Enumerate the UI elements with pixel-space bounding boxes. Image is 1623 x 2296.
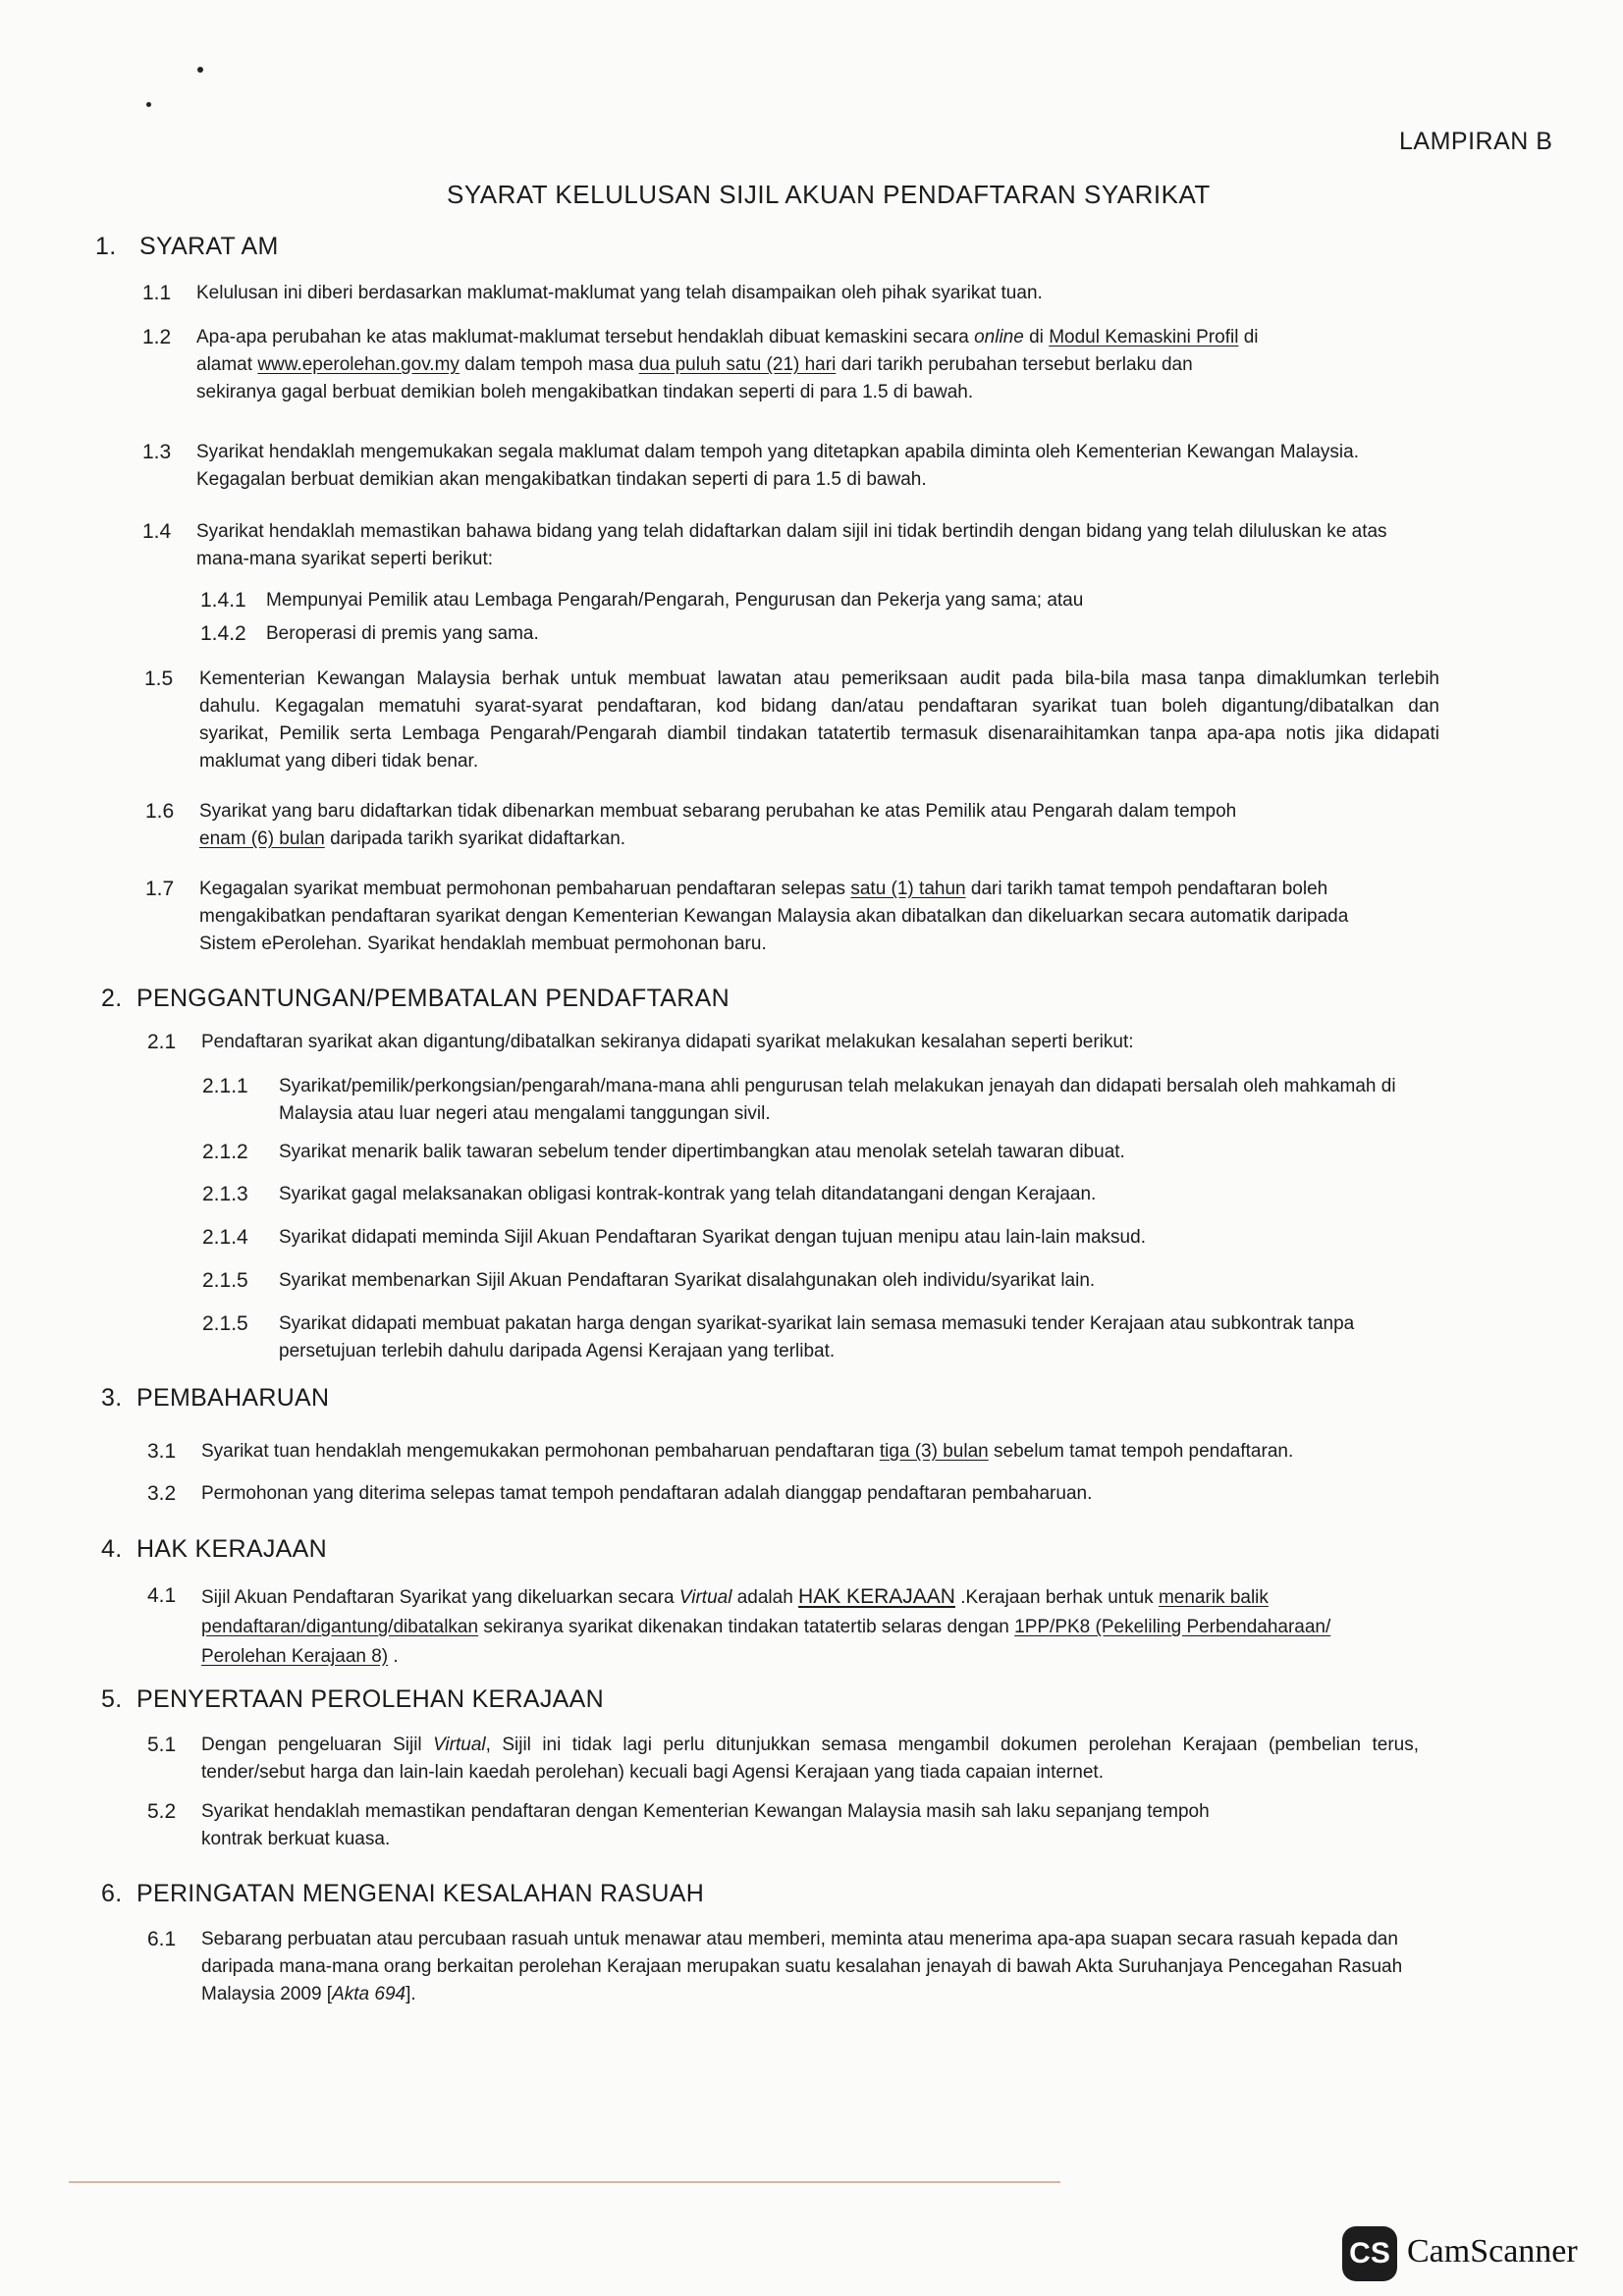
clause-text: persetujuan terlebih dahulu daripada Agensi Kerajaan yang terlibat.	[279, 1341, 836, 1362]
clause-text: Perolehan Kerajaan 8) .	[201, 1646, 399, 1667]
clause-number: 1.5	[144, 667, 174, 690]
clause-number: 2.1.1	[202, 1075, 248, 1097]
clause-text: Sistem ePerolehan. Syarikat hendaklah membuat permohonan baru.	[199, 934, 767, 954]
clause-text: Apa-apa perubahan ke atas maklumat-maklumat tersebut hendaklah dibuat kemaskini secara online di Modul Kemaskini Profil di	[196, 327, 1259, 347]
document-title: SYARAT KELULUSAN SIJIL AKUAN PENDAFTARAN SYARIKAT	[447, 180, 1211, 209]
clause-number: 2.1.5	[202, 1269, 248, 1292]
section-number: 1.	[95, 233, 117, 260]
lampiran-label: LAMPIRAN B	[1399, 128, 1553, 155]
clause-number: 6.1	[147, 1928, 177, 1950]
section-title: PERINGATAN MENGENAI KESALAHAN RASUAH	[136, 1880, 705, 1907]
underlined-text: satu (1) tahun	[850, 879, 966, 899]
clause-text: sekiranya gagal berbuat demikian boleh mengakibatkan tindakan seperti di para 1.5 di bawah.	[196, 382, 974, 402]
section-number: 6.	[101, 1880, 123, 1907]
clause-number: 1.2	[142, 326, 172, 348]
clause-text: syarikat, Pemilik serta Lembaga Pengarah/Pengarah diambil tindakan tatatertib termasuk disenaraihitamkan tanpa apa-apa notis jika didapati	[199, 723, 1439, 744]
stray-dot	[146, 102, 151, 107]
clause-text: dahulu. Kegagalan mematuhi syarat-syarat pendaftaran, kod bidang dan/atau pendaftaran syarikat tuan boleh digantung/dibatalkan dan	[199, 696, 1439, 717]
clause-text: Syarikat didapati meminda Sijil Akuan Pendaftaran Syarikat dengan tujuan menipu atau lain-lain maksud.	[279, 1227, 1146, 1248]
clause-text: daripada mana-mana orang berkaitan perolehan Kerajaan merupakan suatu kesalahan jenayah di bawah Akta Suruhanjaya Pencegahan Rasuah	[201, 1956, 1403, 1977]
section-heading-5	[101, 1685, 604, 1714]
clause-number: 3.2	[147, 1482, 177, 1505]
clause-number: 1.4.1	[200, 589, 246, 612]
clause-number: 2.1.2	[202, 1141, 248, 1163]
clause-number: 2.1.4	[202, 1226, 248, 1249]
clause-text: Syarikat membenarkan Sijil Akuan Pendaftaran Syarikat disalahgunakan oleh individu/syarikat lain.	[279, 1270, 1096, 1291]
clause-number: 4.1	[147, 1584, 177, 1607]
clause-number: 5.1	[147, 1734, 177, 1756]
clause-number: 5.2	[147, 1800, 177, 1823]
clause-text: alamat www.eperolehan.gov.my dalam tempoh masa dua puluh satu (21) hari dari tarikh perubahan tersebut berlaku dan	[196, 354, 1193, 375]
clause-text: pendaftaran/digantung/dibatalkan sekiranya syarikat dikenakan tindakan tatatertib selaras dengan 1PP/PK8 (Pekeliling Perbendaharaan/	[201, 1617, 1331, 1637]
underlined-text: menarik balik	[1158, 1587, 1269, 1608]
clause-text: maklumat yang diberi tidak benar.	[199, 751, 479, 772]
clause-text: mana-mana syarikat seperti berikut:	[196, 549, 494, 569]
clause-text: tender/sebut harga dan lain-lain kaedah perolehan) kecuali bagi Agensi Kerajaan yang tiada capaian internet.	[201, 1762, 1104, 1783]
section-number: 3.	[101, 1384, 123, 1412]
clause-text: Sijil Akuan Pendaftaran Syarikat yang dikeluarkan secara Virtual adalah HAK KERAJAAN .Kerajaan berhak untuk menarik balik	[201, 1585, 1269, 1608]
clause-text: Kementerian Kewangan Malaysia berhak untuk membuat lawatan atau pemeriksaan audit pada bila-bila masa tanpa dimaklumkan terlebih	[199, 668, 1439, 689]
clause-text: Syarikat hendaklah memastikan pendaftaran dengan Kementerian Kewangan Malaysia masih sah laku sepanjang tempoh	[201, 1801, 1210, 1822]
section-title: HAK KERAJAAN	[136, 1535, 327, 1563]
clause-text: Mempunyai Pemilik atau Lembaga Pengarah/Pengarah, Pengurusan dan Pekerja yang sama; atau	[266, 590, 1084, 611]
clause-text: Syarikat menarik balik tawaran sebelum tender dipertimbangkan atau menolak setelah tawaran dibuat.	[279, 1142, 1125, 1162]
clause-text: Syarikat/pemilik/perkongsian/pengarah/mana-mana ahli pengurusan telah melakukan jenayah dan didapati bersalah oleh mahkamah di	[279, 1076, 1396, 1096]
section-title: PENYERTAAN PEROLEHAN KERAJAAN	[136, 1685, 604, 1713]
clause-text: Syarikat gagal melaksanakan obligasi kontrak-kontrak yang telah ditandatangani dengan Kerajaan.	[279, 1184, 1097, 1204]
section-heading-2	[101, 985, 730, 1013]
section-title: SYARAT AM	[139, 233, 279, 260]
clause-number: 2.1.3	[202, 1183, 248, 1205]
section-title: PEMBAHARUAN	[136, 1384, 330, 1412]
clause-number: 1.1	[142, 282, 172, 304]
section-heading-4	[101, 1535, 327, 1564]
underlined-text: Perolehan Kerajaan 8)	[201, 1646, 389, 1667]
clause-text: kontrak berkuat kuasa.	[201, 1829, 391, 1849]
clause-text: Kegagalan berbuat demikian akan mengakibatkan tindakan seperti di para 1.5 di bawah.	[196, 469, 927, 490]
clause-number: 2.1.5	[202, 1312, 248, 1335]
clause-text: Syarikat hendaklah memastikan bahawa bidang yang telah didaftarkan dalam sijil ini tidak bertindih dengan bidang yang telah diluluskan ke atas	[196, 521, 1387, 542]
clause-text: Kelulusan ini diberi berdasarkan maklumat-maklumat yang telah disampaikan oleh pihak syarikat tuan.	[196, 283, 1043, 303]
clause-number: 1.6	[145, 800, 175, 823]
clause-number: 1.4	[142, 520, 172, 543]
camscanner-watermark: CamScanner	[1407, 2233, 1578, 2269]
website-link[interactable]: www.eperolehan.gov.my	[257, 354, 460, 375]
clause-number: 2.1	[147, 1031, 177, 1053]
clause-text: enam (6) bulan daripada tarikh syarikat didaftarkan.	[199, 828, 626, 849]
clause-text: Malaysia atau luar negeri atau mengalami tanggungan sivil.	[279, 1103, 771, 1124]
clause-text: Syarikat tuan hendaklah mengemukakan permohonan pembaharuan pendaftaran tiga (3) bulan sebelum tamat tempoh pendaftaran.	[201, 1441, 1294, 1462]
clause-text: Syarikat didapati membuat pakatan harga dengan syarikat-syarikat lain semasa memasuki tender Kerajaan atau subkontrak tanpa	[279, 1313, 1355, 1334]
clause-text: Syarikat yang baru didaftarkan tidak dibenarkan membuat sebarang perubahan ke atas Pemilik atau Pengarah dalam tempoh	[199, 801, 1237, 822]
clause-text: Sebarang perbuatan atau percubaan rasuah untuk menawar atau memberi, meminta atau menerima apa-apa suapan secara rasuah kepada dan	[201, 1929, 1398, 1949]
camscanner-logo-icon: CS	[1342, 2226, 1397, 2281]
clause-text: Dengan pengeluaran Sijil Virtual, Sijil ini tidak lagi perlu ditunjukkan semasa mengambil dokumen perolehan Kerajaan (pembelian terus,	[201, 1735, 1419, 1755]
underlined-text: dua puluh satu (21) hari	[638, 354, 837, 375]
section-title: PENGGANTUNGAN/PEMBATALAN PENDAFTARAN	[136, 985, 730, 1012]
clause-text: Permohonan yang diterima selepas tamat tempoh pendaftaran adalah dianggap pendaftaran pembaharuan.	[201, 1483, 1093, 1504]
clause-number: 1.4.2	[200, 622, 246, 645]
clause-number: 1.7	[145, 878, 175, 900]
clause-text: Kegagalan syarikat membuat permohonan pembaharuan pendaftaran selepas satu (1) tahun dari tarikh tamat tempoh pendaftaran boleh	[199, 879, 1328, 899]
section-number: 2.	[101, 985, 123, 1012]
underlined-text: tiga (3) bulan	[879, 1441, 989, 1462]
clause-text: Syarikat hendaklah mengemukakan segala maklumat dalam tempoh yang ditetapkan apabila diminta oleh Kementerian Kewangan Malaysia.	[196, 442, 1359, 462]
clause-text: mengakibatkan pendaftaran syarikat dengan Kementerian Kewangan Malaysia akan dibatalkan dan dikeluarkan secara automatik daripada	[199, 906, 1349, 927]
section-heading-6	[101, 1880, 704, 1908]
clause-text: Pendaftaran syarikat akan digantung/dibatalkan sekiranya didapati syarikat melakukan kesalahan seperti berikut:	[201, 1032, 1134, 1052]
underlined-text: pendaftaran/digantung/dibatalkan	[201, 1617, 479, 1637]
section-number: 4.	[101, 1535, 123, 1563]
clause-number: 1.3	[142, 441, 172, 463]
clause-text: Beroperasi di premis yang sama.	[266, 623, 539, 644]
section-heading-1	[95, 233, 279, 261]
section-number: 5.	[101, 1685, 123, 1713]
footer-rule	[69, 2181, 1060, 2183]
clause-text: Malaysia 2009 [Akta 694].	[201, 1984, 416, 2004]
section-heading-3	[101, 1384, 329, 1413]
clause-number: 3.1	[147, 1440, 177, 1463]
underlined-text: enam (6) bulan	[199, 828, 325, 849]
underlined-text: 1PP/PK8 (Pekeliling Perbendaharaan/	[1014, 1617, 1331, 1637]
stray-dot	[197, 67, 203, 73]
underlined-text: Modul Kemaskini Profil	[1049, 327, 1239, 347]
underlined-text: HAK KERAJAAN	[798, 1585, 955, 1608]
